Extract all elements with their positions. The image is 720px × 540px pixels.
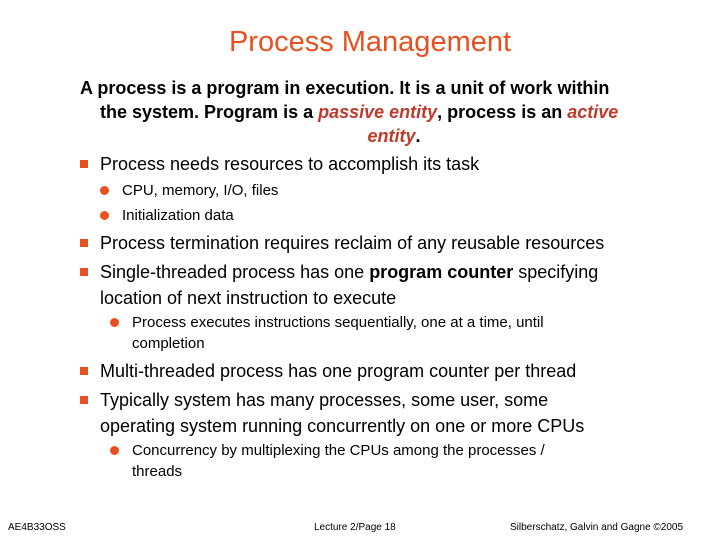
square-bullet-icon: [80, 268, 88, 276]
bullet-text: Process termination requires reclaim of any reusable resources: [100, 233, 605, 253]
bullet-text-line-2: operating system running concurrently on one or more CPUs: [100, 416, 585, 436]
subbullet-text-line-2: threads: [132, 463, 183, 480]
round-bullet-icon: [110, 318, 119, 327]
bullet-text-part: specifying: [513, 262, 599, 282]
square-bullet-icon: [80, 239, 88, 247]
intro-paragraph: [80, 76, 688, 148]
bullet-text: Multi-threaded process has one program counter per thread: [100, 361, 577, 381]
square-bullet-icon: [80, 396, 88, 404]
footer-page-number: Lecture 2/Page 18: [314, 522, 396, 533]
intro-line-3: [80, 124, 688, 148]
square-bullet-icon: [80, 367, 88, 375]
intro-line-2: [80, 100, 688, 124]
bullet-text-line-2: location of next instruction to execute: [100, 288, 397, 308]
subbullet-text: Initialization data: [122, 207, 234, 224]
intro-line-1: A process is a program in execution. It is a unit of work within: [80, 78, 610, 98]
bullet-text: Typically system has many processes, some user, some: [100, 390, 549, 410]
bullet-text: Process needs resources to accomplish its task: [100, 154, 480, 174]
footer-course-code: AE4B33OSS: [8, 522, 66, 533]
footer-copyright: Silberschatz, Galvin and Gagne ©2005: [510, 522, 684, 533]
slide-title: Process Management: [228, 26, 512, 58]
passive-entity-text: passive entity: [318, 102, 438, 122]
intro-text: .: [415, 126, 421, 146]
square-bullet-icon: [80, 160, 88, 168]
bullet-text-part: Single-threaded process has one: [100, 262, 370, 282]
subbullet-text: Process executes instructions sequentially, one at a time, until: [132, 314, 544, 331]
intro-text: the system. Program is a: [100, 102, 319, 122]
subbullet-text: CPU, memory, I/O, files: [122, 182, 279, 199]
subbullet-text: Concurrency by multiplexing the CPUs among the processes /: [132, 442, 545, 459]
bullet-text: [100, 259, 598, 285]
round-bullet-icon: [100, 211, 109, 220]
round-bullet-icon: [110, 446, 119, 455]
entity-text: entity: [367, 126, 416, 146]
round-bullet-icon: [100, 186, 109, 195]
program-counter-text: program counter: [369, 262, 514, 282]
subbullet-text-line-2: completion: [132, 335, 205, 352]
active-text: active: [567, 102, 619, 122]
intro-text: , process is an: [437, 102, 568, 122]
